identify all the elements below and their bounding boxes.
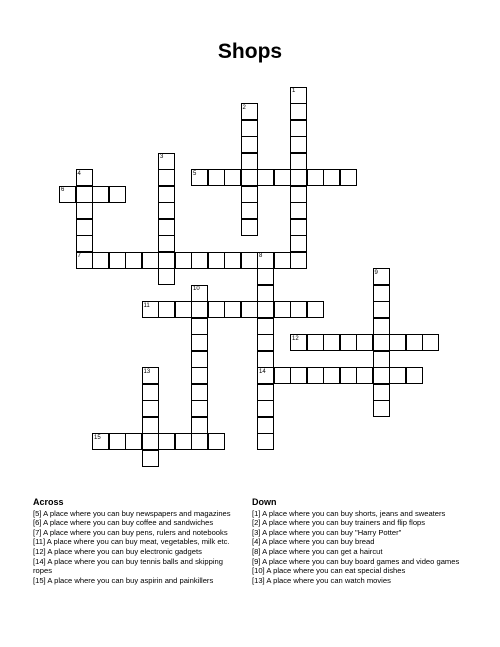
grid-cell[interactable] <box>224 252 241 269</box>
grid-cell[interactable] <box>158 219 175 236</box>
grid-cell[interactable] <box>257 351 274 368</box>
clue-number-5: 5 <box>193 170 197 177</box>
clue-across-15: [15] A place where you can buy aspirin and painkillers <box>33 575 214 585</box>
clue-across-11: [11] A place where you can buy meat, vegetables, milk etc. <box>33 537 230 547</box>
grid-cell[interactable] <box>158 433 175 450</box>
clue-down-8: [8] A place where you can get a haircut <box>252 546 383 556</box>
grid-cell[interactable] <box>290 235 307 252</box>
grid-cell[interactable] <box>92 252 109 269</box>
grid-cell[interactable] <box>175 252 192 269</box>
grid-cell[interactable] <box>109 186 126 203</box>
clue-number-10: 10 <box>193 286 200 293</box>
grid-cell[interactable] <box>142 400 159 417</box>
grid-cell[interactable] <box>307 334 324 351</box>
grid-cell[interactable] <box>241 252 258 269</box>
grid-cell[interactable] <box>142 417 159 434</box>
grid-cell[interactable] <box>290 120 307 137</box>
grid-cell[interactable] <box>290 153 307 170</box>
grid-cell[interactable] <box>257 268 274 285</box>
grid-cell[interactable] <box>406 367 423 384</box>
grid-cell[interactable] <box>208 301 225 318</box>
grid-cell[interactable] <box>241 219 258 236</box>
grid-cell[interactable] <box>76 186 93 203</box>
grid-cell[interactable] <box>274 169 291 186</box>
grid-cell[interactable] <box>373 384 390 401</box>
grid-cell[interactable] <box>224 169 241 186</box>
grid-cell[interactable] <box>224 301 241 318</box>
grid-cell[interactable] <box>241 301 258 318</box>
down-heading: Down <box>252 497 277 507</box>
grid-cell[interactable] <box>323 367 340 384</box>
grid-cell[interactable] <box>241 153 258 170</box>
grid-cell[interactable] <box>373 318 390 335</box>
grid-cell[interactable] <box>340 169 357 186</box>
grid-cell[interactable] <box>373 285 390 302</box>
across-clues <box>33 498 243 585</box>
clue-number-7: 7 <box>77 253 81 260</box>
grid-cell[interactable] <box>356 367 373 384</box>
grid-cell[interactable] <box>191 417 208 434</box>
grid-cell[interactable] <box>76 202 93 219</box>
grid-cell[interactable] <box>373 351 390 368</box>
grid-cell[interactable] <box>158 186 175 203</box>
clue-number-15: 15 <box>94 434 101 441</box>
grid-cell[interactable] <box>109 252 126 269</box>
grid-cell[interactable] <box>274 252 291 269</box>
clue-number-14: 14 <box>259 368 266 375</box>
grid-cell[interactable] <box>158 235 175 252</box>
clue-number-6: 6 <box>61 187 65 194</box>
grid-cell[interactable] <box>158 301 175 318</box>
grid-cell[interactable] <box>290 301 307 318</box>
grid-cell[interactable] <box>191 433 208 450</box>
grid-cell[interactable] <box>142 252 159 269</box>
grid-cell[interactable] <box>191 334 208 351</box>
clue-down-9: [9] A place where you can buy board games and video games <box>252 556 460 566</box>
clue-across-14: [14] A place where you can buy tennis balls and skipping ropes <box>33 556 223 576</box>
grid-cell[interactable] <box>290 219 307 236</box>
grid-cell[interactable] <box>290 252 307 269</box>
clue-down-1: [1] A place where you can buy shorts, jeans and sweaters <box>252 508 446 518</box>
clue-number-12: 12 <box>292 335 299 342</box>
grid-cell[interactable] <box>241 136 258 153</box>
grid-cell[interactable] <box>257 433 274 450</box>
grid-cell[interactable] <box>340 334 357 351</box>
down-clues <box>252 498 472 585</box>
grid-cell[interactable] <box>406 334 423 351</box>
grid-cell[interactable] <box>142 433 159 450</box>
clue-number-9: 9 <box>374 269 378 276</box>
grid-cell[interactable] <box>290 202 307 219</box>
grid-cell[interactable] <box>323 169 340 186</box>
grid-cell[interactable] <box>307 367 324 384</box>
grid-cell[interactable] <box>290 136 307 153</box>
grid-cell[interactable] <box>208 433 225 450</box>
grid-cell[interactable] <box>191 400 208 417</box>
grid-cell[interactable] <box>125 433 142 450</box>
clue-number-3: 3 <box>160 154 164 161</box>
grid-cell[interactable] <box>373 400 390 417</box>
clue-number-8: 8 <box>259 253 263 260</box>
puzzle-title: Shops <box>217 40 283 63</box>
grid-cell[interactable] <box>373 301 390 318</box>
clue-across-12: [12] A place where you can buy electronic gadgets <box>33 546 202 556</box>
across-heading: Across <box>33 497 64 507</box>
grid-cell[interactable] <box>257 169 274 186</box>
grid-cell[interactable] <box>241 169 258 186</box>
grid-cell[interactable] <box>158 268 175 285</box>
grid-cell[interactable] <box>257 417 274 434</box>
grid-cell[interactable] <box>208 252 225 269</box>
clue-down-13: [13] A place where you can watch movies <box>252 575 391 585</box>
grid-cell[interactable] <box>158 202 175 219</box>
clue-across-7: [7] A place where you can buy pens, rulers and notebooks <box>33 527 228 537</box>
grid-cell[interactable] <box>257 384 274 401</box>
clue-number-13: 13 <box>143 368 151 375</box>
grid-cell[interactable] <box>290 103 307 120</box>
grid-cell[interactable] <box>191 318 208 335</box>
grid-cell[interactable] <box>158 169 175 186</box>
grid-cell[interactable] <box>191 252 208 269</box>
clue-across-5: [5] A place where you can buy newspapers and magazines <box>33 508 231 518</box>
grid-cell[interactable] <box>290 186 307 203</box>
grid-cell[interactable] <box>142 450 159 467</box>
grid-cell[interactable] <box>274 367 291 384</box>
grid-cell[interactable] <box>307 301 324 318</box>
grid-cell[interactable] <box>274 301 291 318</box>
grid-cell[interactable] <box>257 301 274 318</box>
clue-number-1: 1 <box>292 88 296 95</box>
grid-cell[interactable] <box>125 252 142 269</box>
clue-number-11: 11 <box>143 302 150 309</box>
grid-cell[interactable] <box>175 433 192 450</box>
grid-cell[interactable] <box>76 219 93 236</box>
grid-cell[interactable] <box>373 367 390 384</box>
clue-number-4: 4 <box>77 170 81 177</box>
clue-number-2: 2 <box>242 104 246 111</box>
grid-cell[interactable] <box>241 120 258 137</box>
grid-cell[interactable] <box>142 384 159 401</box>
grid-cell[interactable] <box>389 367 406 384</box>
grid-cell[interactable] <box>257 285 274 302</box>
grid-cell[interactable] <box>307 169 324 186</box>
grid-cell[interactable] <box>175 301 192 318</box>
grid-cell[interactable] <box>76 235 93 252</box>
grid-cell[interactable] <box>290 169 307 186</box>
grid-cell[interactable] <box>191 351 208 368</box>
grid-cell[interactable] <box>257 334 274 351</box>
grid-cell[interactable] <box>241 186 258 203</box>
grid-cell[interactable] <box>191 384 208 401</box>
grid-cell[interactable] <box>208 169 225 186</box>
clue-down-4: [4] A place where you can buy bread <box>252 537 375 547</box>
grid-cell[interactable] <box>356 334 373 351</box>
grid-cell[interactable] <box>389 334 406 351</box>
grid-cell[interactable] <box>373 334 390 351</box>
grid-cell[interactable] <box>340 367 357 384</box>
grid-cell[interactable] <box>109 433 126 450</box>
grid-cell[interactable] <box>158 252 175 269</box>
clue-down-10: [10] A place where you can eat special dishes <box>252 566 406 576</box>
grid-cell[interactable] <box>422 334 439 351</box>
grid-cell[interactable] <box>92 186 109 203</box>
grid-cell[interactable] <box>257 400 274 417</box>
grid-cell[interactable] <box>191 367 208 384</box>
grid-cell[interactable] <box>241 202 258 219</box>
clue-across-6: [6] A place where you can buy coffee and sandwiches <box>33 518 214 528</box>
grid-cell[interactable] <box>323 334 340 351</box>
grid-cell[interactable] <box>191 301 208 318</box>
clue-down-2: [2] A place where you can buy trainers and flip flops <box>252 518 426 528</box>
clue-down-3: [3] A place where you can buy "Harry Potter" <box>252 527 402 537</box>
grid-cell[interactable] <box>290 367 307 384</box>
grid-cell[interactable] <box>257 318 274 335</box>
